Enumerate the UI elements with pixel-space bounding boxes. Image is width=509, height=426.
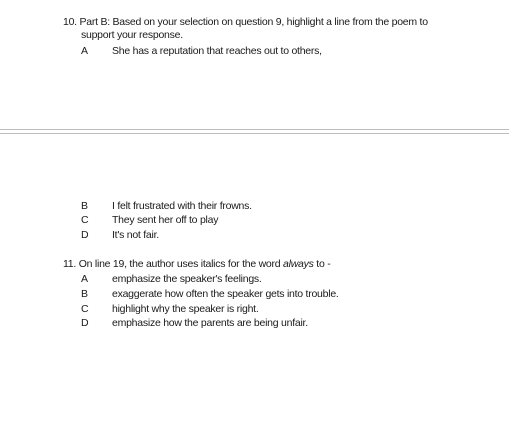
option-letter: D (81, 229, 89, 241)
question-10-option-c[interactable] (0, 213, 509, 227)
option-letter: D (81, 317, 89, 329)
question-11-option-d[interactable] (0, 316, 509, 330)
question-10-stem-line-2: support your response. (81, 29, 183, 41)
option-letter: C (81, 303, 89, 315)
page-break-divider-bottom (0, 133, 509, 134)
question-10-option-d[interactable] (0, 228, 509, 242)
option-letter: B (81, 200, 88, 212)
question-11-stem (63, 258, 330, 271)
question-10-option-a[interactable] (0, 44, 509, 58)
option-text: They sent her off to play (112, 214, 219, 226)
option-text: exaggerate how often the speaker gets into trouble. (112, 288, 339, 300)
option-text: highlight why the speaker is right. (112, 303, 259, 315)
question-10-option-b[interactable] (0, 199, 509, 213)
option-text: emphasize the speaker's feelings. (112, 273, 262, 285)
question-11-option-a[interactable] (0, 272, 509, 286)
question-11-option-b[interactable] (0, 287, 509, 301)
option-letter: A (81, 273, 88, 285)
option-letter: C (81, 214, 89, 226)
question-10-stem-line-1: 10. Part B: Based on your selection on question 9, highlight a line from the poem to (63, 16, 428, 28)
page-break-divider-top (0, 129, 509, 130)
question-11-italic-word: always (283, 258, 314, 270)
option-text: She has a reputation that reaches out to others, (112, 45, 322, 57)
option-letter: A (81, 45, 88, 57)
option-text: It's not fair. (112, 229, 159, 241)
option-text: I felt frustrated with their frowns. (112, 200, 252, 212)
question-11-option-c[interactable] (0, 302, 509, 316)
question-11-stem-suffix: to - (313, 258, 331, 270)
question-11-stem-prefix: 11. On line 19, the author uses italics for the word (63, 258, 284, 270)
option-letter: B (81, 288, 88, 300)
option-text: emphasize how the parents are being unfair. (112, 317, 308, 329)
